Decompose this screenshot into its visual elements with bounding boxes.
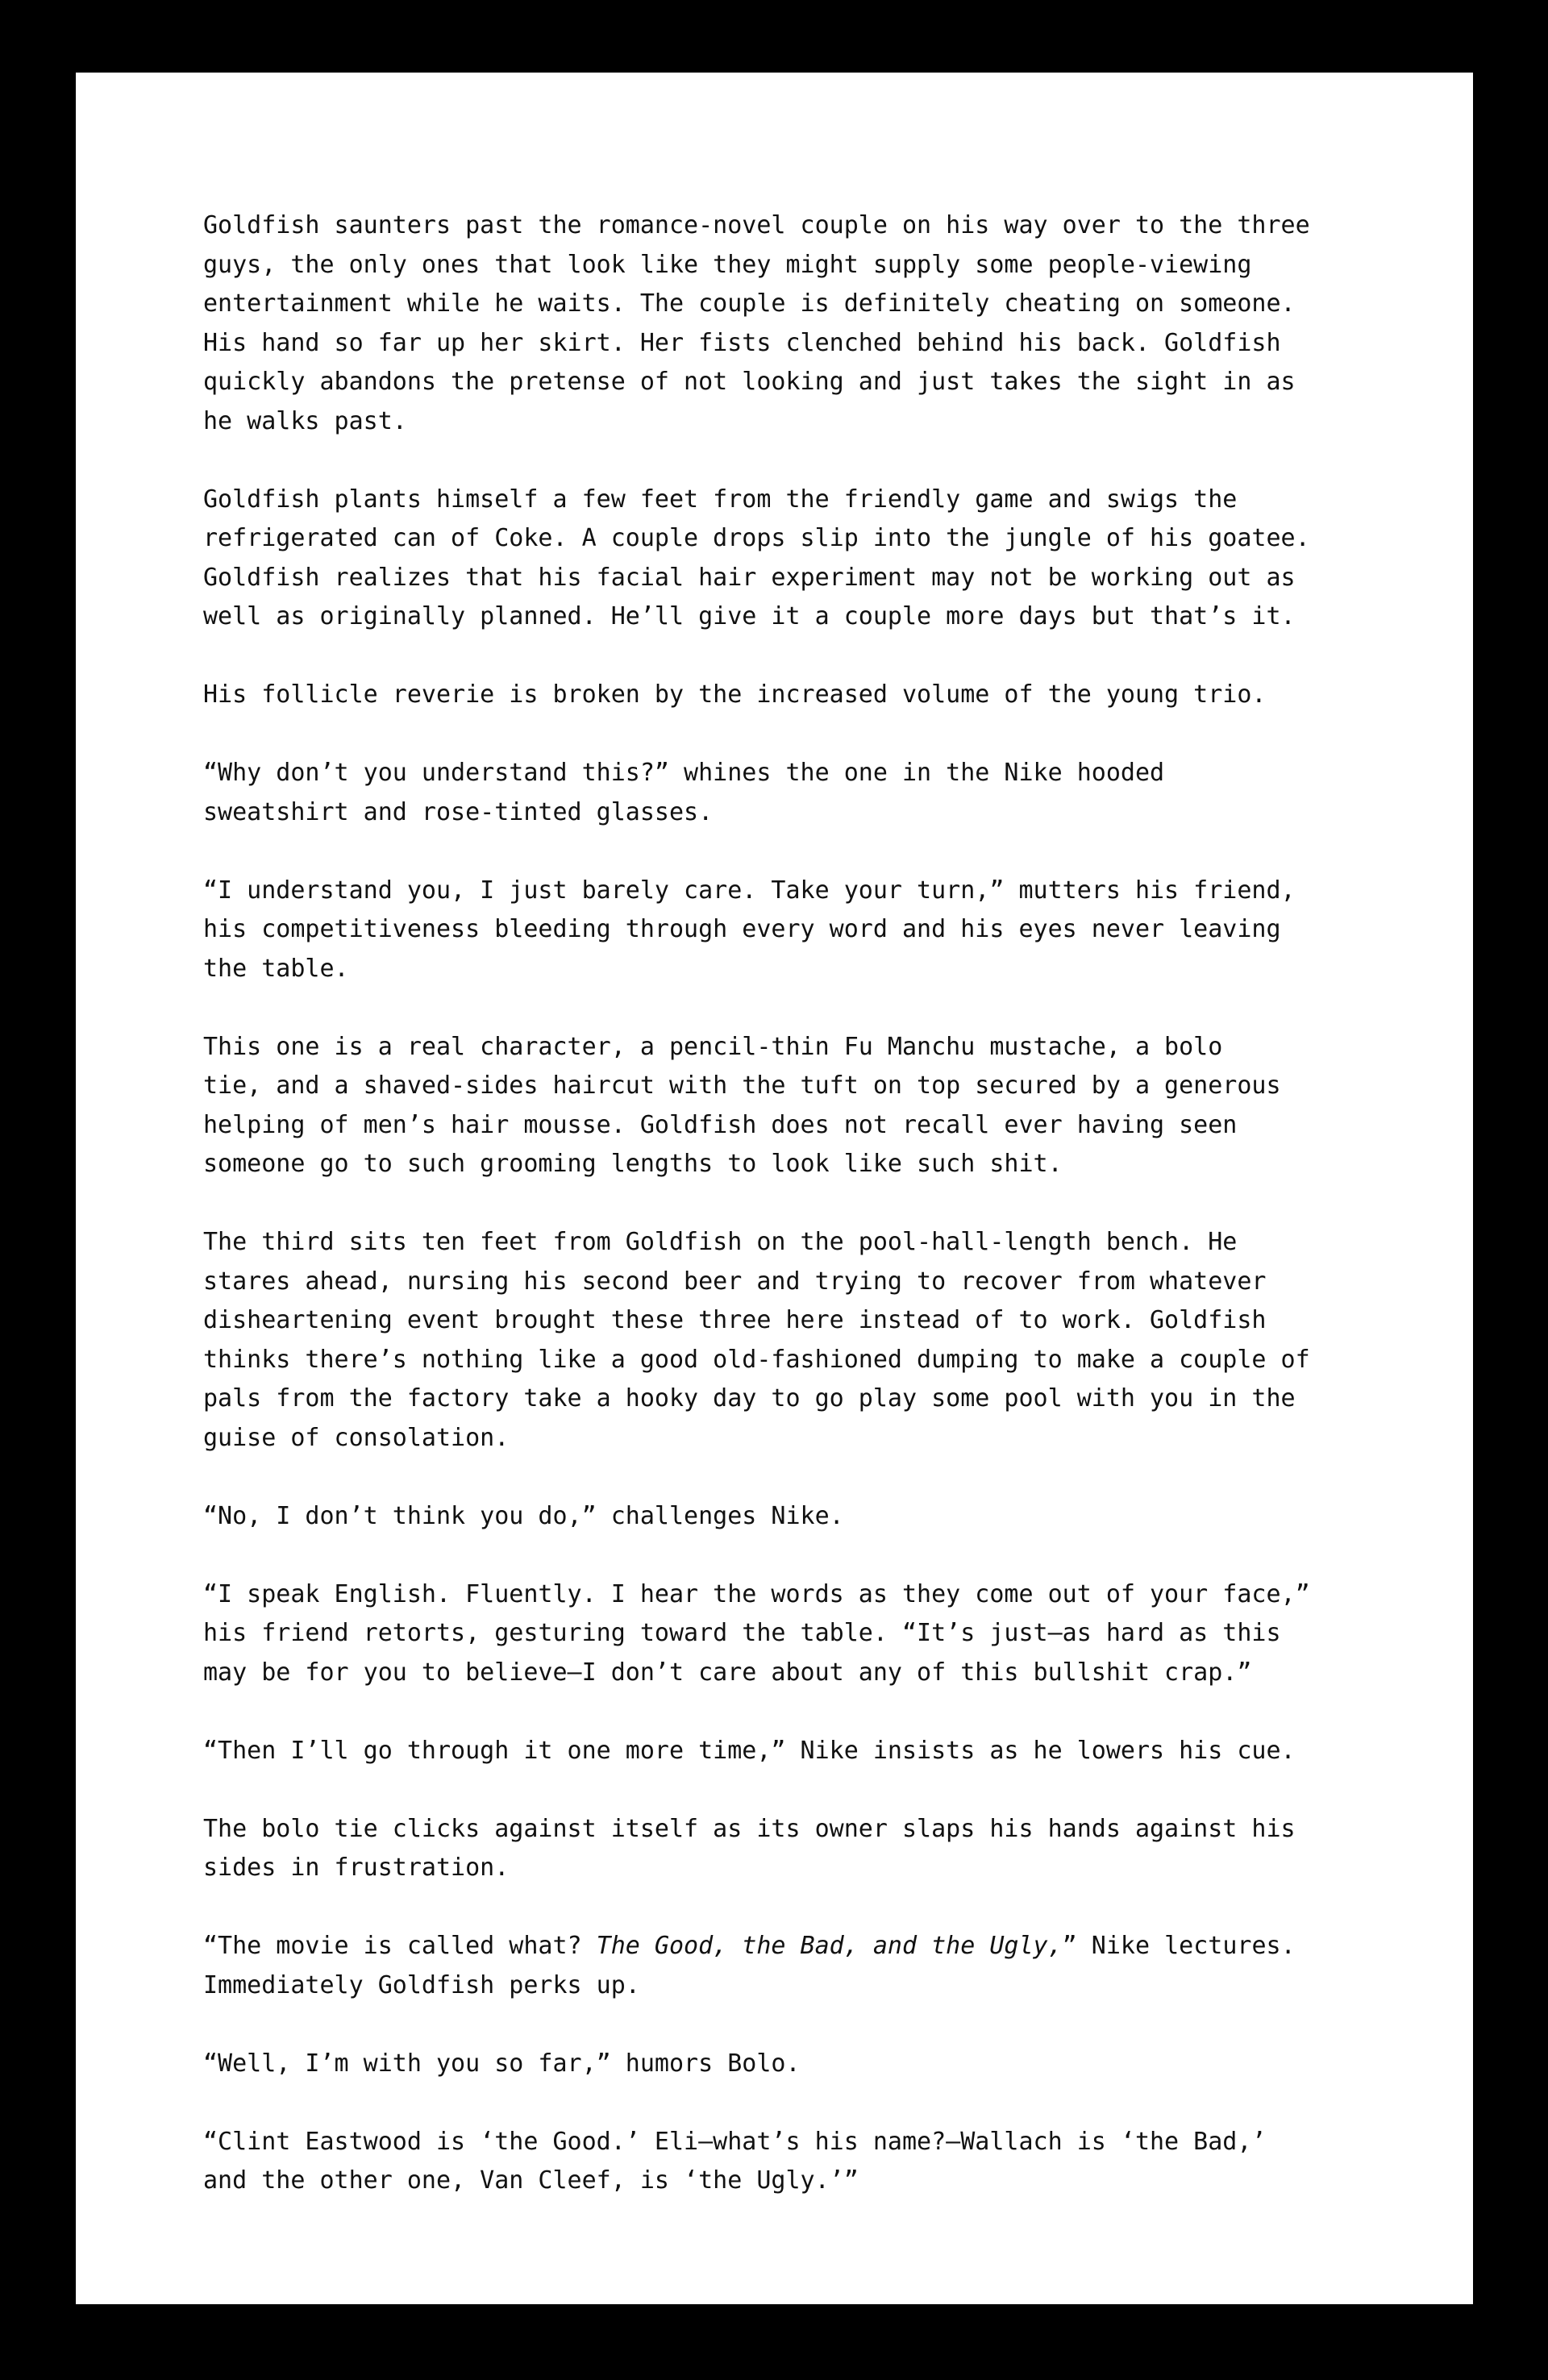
text-line: someone go to such grooming lengths to look like such shit. — [203, 1150, 1063, 1178]
text-line: quickly abandons the pretense of not looking and just takes the sight in as — [203, 368, 1296, 396]
text-line: tie, and a shaved-sides haircut with the tuft on top secured by a generous — [203, 1071, 1281, 1100]
paragraph-12 — [203, 1927, 1396, 2005]
text-line: helping of men’s hair mousse. Goldfish does not recall ever having seen — [203, 1110, 1238, 1139]
text-line: His hand so far up her skirt. Her fists clenched behind his back. Goldfish — [203, 328, 1281, 357]
paragraph-4 — [203, 754, 1396, 832]
text-line: “No, I don’t think you do,” challenges Nike. — [203, 1501, 844, 1530]
text-line: The third sits ten feet from Goldfish on the pool-hall-length bench. He — [203, 1228, 1238, 1256]
paragraph-6 — [203, 1028, 1396, 1184]
paragraph-10 — [203, 1732, 1396, 1771]
paragraph-5 — [203, 872, 1396, 989]
text-line: “Well, I’m with you so far,” humors Bolo. — [203, 2049, 801, 2078]
text-line: stares ahead, nursing his second beer and trying to recover from whatever — [203, 1267, 1267, 1296]
text-line: guise of consolation. — [203, 1423, 510, 1452]
text-line: well as originally planned. He’ll give it a couple more days but that’s it. — [203, 602, 1296, 630]
text-line: the table. — [203, 954, 349, 983]
text-line: “Clint Eastwood is ‘the Good.’ Eli—what’s his name?—Wallach is ‘the Bad,’ — [203, 2127, 1267, 2156]
paragraph-1 — [203, 206, 1396, 441]
text-line: “Why don’t you understand this?” whines the one in the Nike hooded — [203, 759, 1165, 787]
text-line: guys, the only ones that look like they might supply some people-viewing — [203, 250, 1252, 279]
text-line: Immediately Goldfish perks up. — [203, 1970, 640, 1999]
text-line: This one is a real character, a pencil-thin Fu Manchu mustache, a bolo — [203, 1032, 1223, 1061]
paragraph-14 — [203, 2123, 1396, 2201]
paragraph-3 — [203, 676, 1396, 715]
manuscript-page — [76, 73, 1473, 2304]
text-line: sides in frustration. — [203, 1854, 510, 1882]
text-line: his competitiveness bleeding through every word and his eyes never leaving — [203, 915, 1281, 943]
text-line: sweatshirt and rose-tinted glasses. — [203, 797, 714, 826]
text-line — [203, 1927, 1396, 1966]
text-line: may be for you to believe—I don’t care about any of this bullshit crap.” — [203, 1658, 1252, 1687]
paragraph-8 — [203, 1497, 1396, 1537]
paragraph-9 — [203, 1575, 1396, 1693]
text-line: and the other one, Van Cleef, is ‘the Ugly.’” — [203, 2166, 859, 2195]
text-line: pals from the factory take a hooky day to go play some pool with you in the — [203, 1384, 1296, 1413]
text-line: his friend retorts, gesturing toward the table. “It’s just—as hard as this — [203, 1619, 1281, 1647]
text-line: Goldfish plants himself a few feet from the friendly game and swigs the — [203, 485, 1238, 514]
movie-title: The Good, the Bad, and the Ugly, — [596, 1932, 1063, 1960]
text-segment: “The movie is called what? — [203, 1932, 597, 1960]
text-line: Goldfish realizes that his facial hair experiment may not be working out as — [203, 563, 1296, 592]
text-segment: ” Nike lectures. — [1062, 1932, 1296, 1960]
text-line: he walks past. — [203, 406, 407, 435]
paragraph-7 — [203, 1223, 1396, 1458]
text-line: disheartening event brought these three here instead of to work. Goldfish — [203, 1306, 1267, 1334]
text-line: “Then I’ll go through it one more time,” Nike insists as he lowers his cue. — [203, 1736, 1296, 1765]
text-line: “I speak English. Fluently. I hear the words as they come out of your face,” — [203, 1579, 1310, 1608]
text-line: entertainment while he waits. The couple is definitely cheating on someone. — [203, 289, 1296, 318]
text-line: “I understand you, I just barely care. Take your turn,” mutters his friend, — [203, 876, 1296, 905]
paragraph-13 — [203, 2045, 1396, 2084]
paragraph-2 — [203, 481, 1396, 637]
text-line: The bolo tie clicks against itself as its owner slaps his hands against his — [203, 1814, 1296, 1843]
text-line: His follicle reverie is broken by the increased volume of the young trio. — [203, 680, 1267, 709]
text-line: refrigerated can of Coke. A couple drops slip into the jungle of his goatee. — [203, 524, 1310, 552]
paragraph-11 — [203, 1810, 1396, 1888]
text-line: thinks there’s nothing like a good old-fashioned dumping to make a couple of — [203, 1345, 1310, 1374]
text-line: Goldfish saunters past the romance-novel couple on his way over to the three — [203, 211, 1310, 239]
